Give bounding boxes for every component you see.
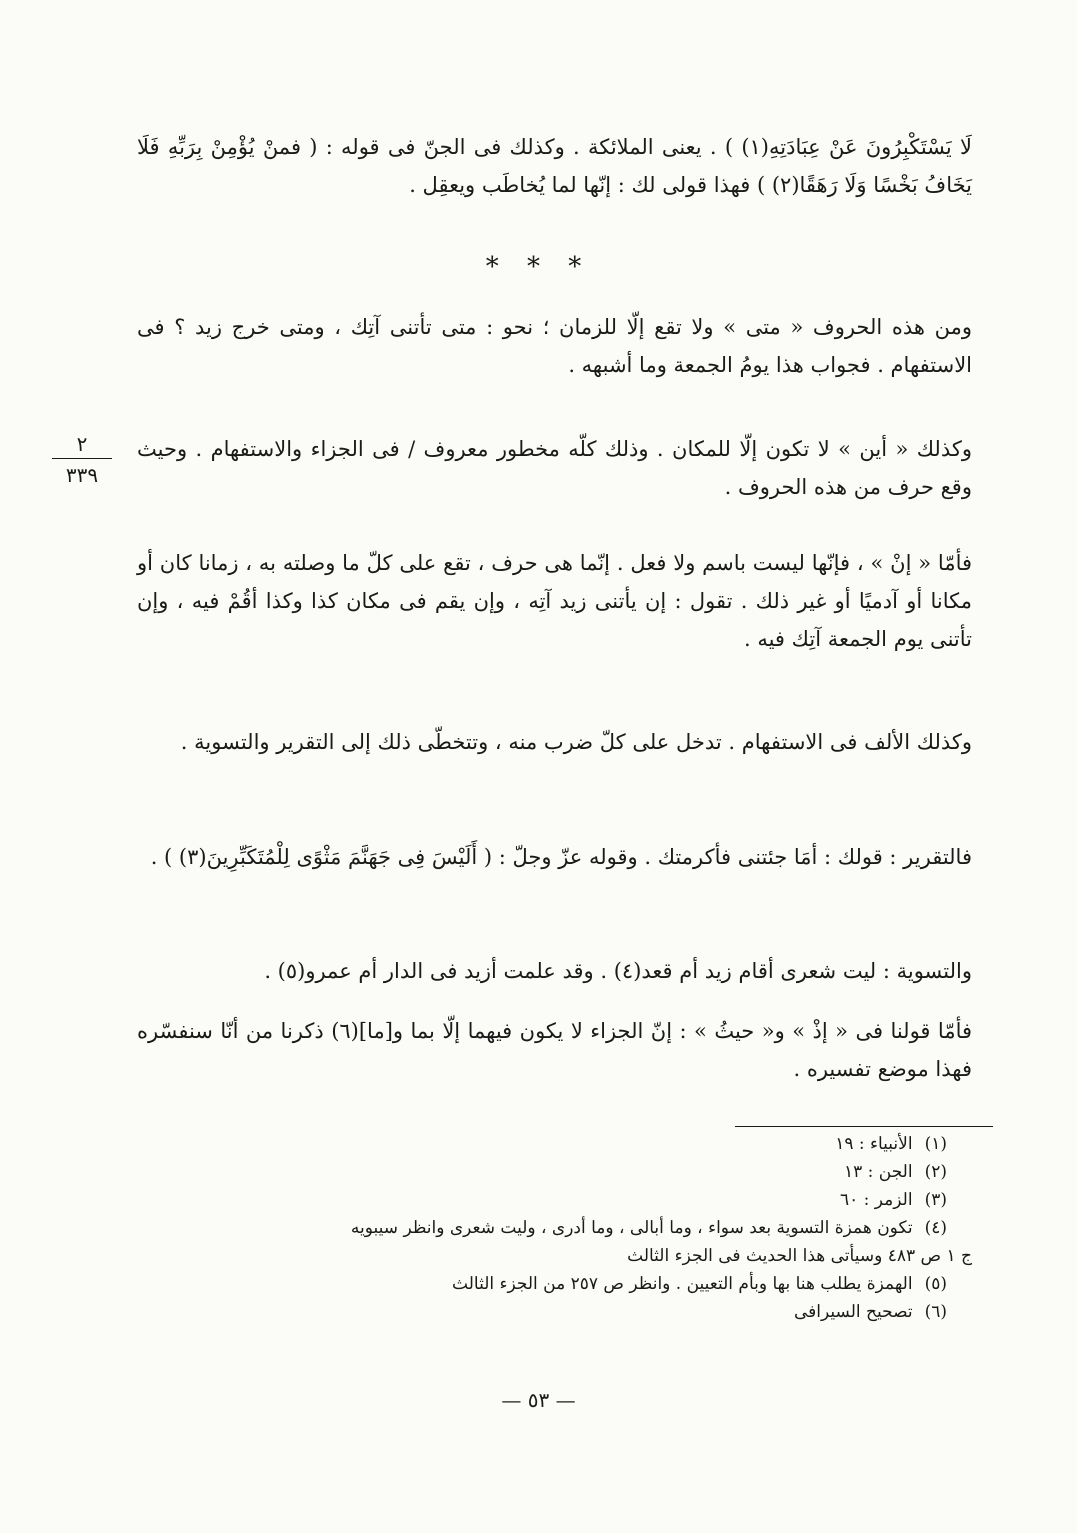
paragraph-5: وكذلك الألف فى الاستفهام . تدخل على كلّ ضرب منه ، وتتخطّى ذلك إلى التقرير والتسوية . — [180, 730, 972, 754]
paragraph-1: لَا يَسْتَكْبِرُونَ عَنْ عِبَادَتِهِ(١) ) . يعنى الملائكة . وكذلك فى الجنّ فى قوله : ( فمنْ يُؤْمِنْ بِرَبِّهِ فَلَا يَخَافُ بَخْسًا وَلَا رَهَقًا(٢) ) فهذا قولى لك : إنّها لما يُخاطَب ويعقِل . — [137, 135, 972, 197]
footnote: (٥)الهمزة يطلب هنا بها وبأم التعيين . وانظر ص ٢٥٧ من الجزء الثالث — [452, 1274, 947, 1294]
margin-ref-page: ٣٣٩ — [65, 463, 99, 487]
paragraph-2: ومن هذه الحروف « متى » ولا تقع إلّا للزمان ؛ نحو : متى تأتنى آتِك ، ومتى خرج زيد ؟ فى الاستفهام . فجواب هذا يومُ الجمعة وما أشبهه . — [137, 315, 972, 377]
footnote-divider — [735, 1126, 993, 1127]
footnote: (٦)تصحيح السيرافى — [794, 1302, 947, 1322]
footnote: (٢)الجن : ١٣ — [843, 1162, 947, 1182]
footnote-continuation: ج ١ ص ٤٨٣ وسيأتى هذا الحديث فى الجزء الثالث — [627, 1246, 972, 1266]
page-number: — ٥٣ — — [501, 1388, 576, 1412]
footnote: (٤)تكون همزة التسوية بعد سواء ، وما أبالى ، وما أدرى ، وليت شعرى وانظر سيبويه — [350, 1218, 947, 1238]
paragraph-8: فأمّا قولنا فى « إذْ » و« حيثُ » : إنّ الجزاء لا يكون فيهما إلّا بما و[ما](٦) ذكرنا من أنّا سنفسّره فهذا موضع تفسيره . — [137, 1019, 972, 1081]
paragraph-7: والتسوية : ليت شعرى أقام زيد أم قعد(٤) . وقد علمت أزيد فى الدار أم عمرو(٥) . — [264, 959, 972, 983]
paragraph-6: فالتقرير : قولك : أمَا جئتنى فأكرمتك . وقوله عزّ وجلّ : ( أَلَيْسَ فِى جَهَنَّمَ مَثْوًى لِلْمُتَكَبِّرِينَ(٣) ) . — [150, 845, 972, 869]
margin-ref-volume: ٢ — [52, 432, 112, 459]
footnote: (١)الأنبياء : ١٩ — [835, 1134, 947, 1154]
section-separator: * * * — [485, 252, 592, 282]
footnotes — [162, 1130, 972, 1326]
paragraph-3: وكذلك « أين » لا تكون إلّا للمكان . وذلك كلّه مخطور معروف / فى الجزاء والاستفهام . وحيث وقع حرف من هذه الحروف . — [137, 437, 972, 499]
paragraph-4: فأمّا « إنْ » ، فإنّها ليست باسم ولا فعل . إنّما هى حرف ، تقع على كلّ ما وصلته به ، زمانا كان أو مكانا أو آدميًا أو غير ذلك . تقول : إن يأتنى زيد آتِه ، وإن يقم فى مكان كذا وكذا أقُمْ فيه ، وإن تأتنى يوم الجمعة آتِك فيه . — [137, 551, 972, 651]
footnote: (٣)الزمر : ٦٠ — [840, 1190, 947, 1210]
margin-page-reference — [52, 432, 112, 487]
